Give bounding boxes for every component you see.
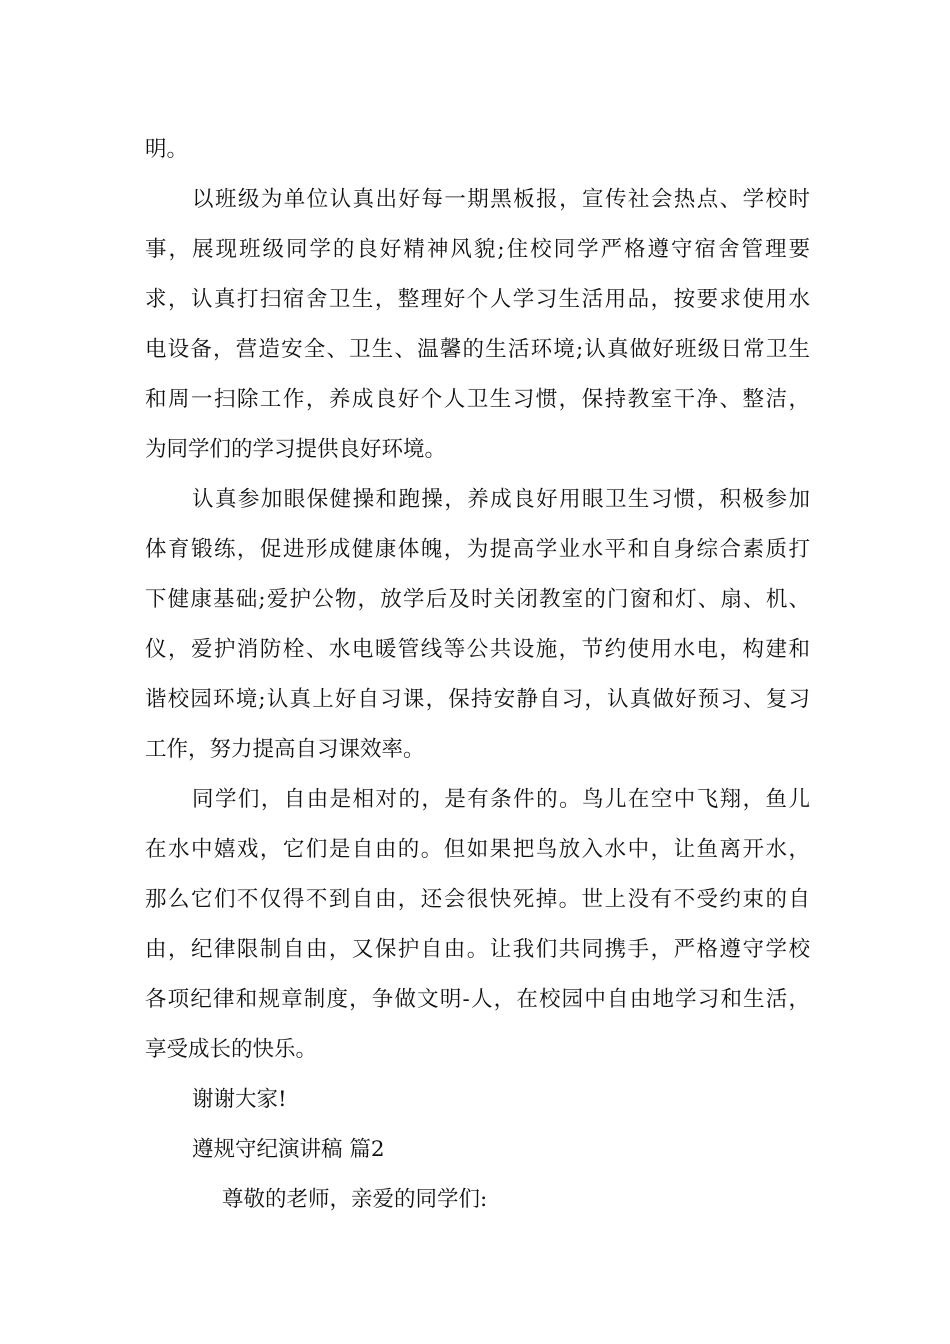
text-line: 和周一扫除工作，养成良好个人卫生习惯，保持教室干净、整洁， [145,387,810,412]
closing-text: 谢谢大家! [192,1087,287,1112]
text-line: 各项纪律和规章制度，争做文明-人，在校园中自由地学习和生活， [145,987,810,1012]
text-line: 体育锻练，促进形成健康体魄，为提高学业水平和自身综合素质打 [145,537,810,562]
text-line: 享受成长的快乐。 [145,1037,318,1062]
text-line: 事，展现班级同学的良好精神风貌;住校同学严格遵守宿舍管理要 [145,237,810,262]
text-line: 明。 [145,137,189,162]
text-line: 由，纪律限制自由，又保护自由。让我们共同携手，严格遵守学校 [145,937,810,962]
text-line: 下健康基础;爱护公物，放学后及时关闭教室的门窗和灯、扇、机、 [145,587,810,612]
text-line: 仪，爱护消防栓、水电暖管线等公共设施，节约使用水电，构建和 [145,637,810,662]
text-line: 在水中嬉戏，它们是自由的。但如果把鸟放入水中，让鱼离开水， [145,837,810,862]
text-line: 为同学们的学习提供良好环境。 [145,437,447,462]
text-line: 那么它们不仅得不到自由，还会很快死掉。世上没有不受约束的自 [145,887,810,912]
text-line: 谐校园环境;认真上好自习课，保持安静自习，认真做好预习、复习 [145,687,810,712]
text-line: 求，认真打扫宿舍卫生，整理好个人学习生活用品，按要求使用水 [145,287,810,312]
text-line: 工作，努力提高自习课效率。 [145,737,425,762]
text-line: 以班级为单位认真出好每一期黑板报，宣传社会热点、学校时 [192,187,810,212]
text-line: 认真参加眼保健操和跑操，养成良好用眼卫生习惯，积极参加 [192,487,810,512]
greeting-text: 尊敬的老师，亲爱的同学们: [222,1187,488,1212]
text-line: 电设备，营造安全、卫生、温馨的生活环境;认真做好班级日常卫生 [145,337,810,362]
text-line: 同学们，自由是相对的，是有条件的。鸟儿在空中飞翔，鱼儿 [192,787,810,812]
section-heading: 遵规守纪演讲稿 篇2 [192,1137,385,1162]
